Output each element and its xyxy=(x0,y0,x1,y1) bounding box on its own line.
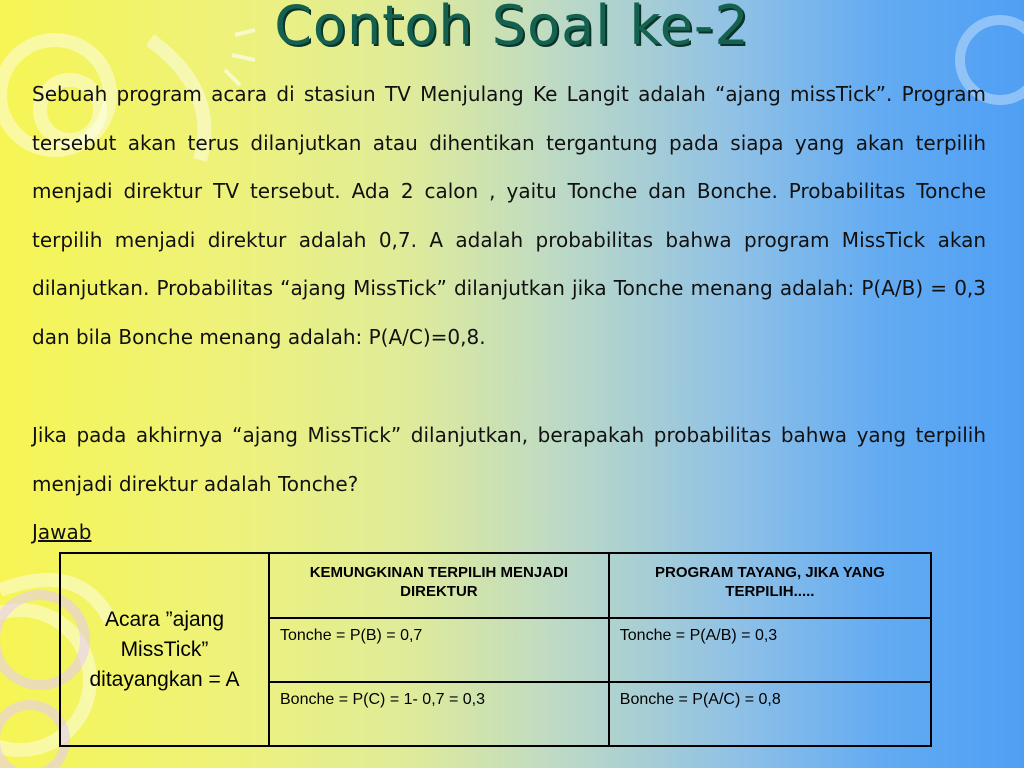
column-header-program: PROGRAM TAYANG, JIKA YANG TERPILIH..... xyxy=(609,553,931,618)
table-header-row xyxy=(60,553,931,618)
table-row-header: Acara ”ajang MissTick” ditayangkan = A xyxy=(60,553,269,746)
column-header-director: KEMUNGKINAN TERPILIH MENJADI DIREKTUR xyxy=(269,553,609,618)
table-cell-tonche-program: Tonche = P(A/B) = 0,3 xyxy=(609,618,931,682)
question-paragraph: Jika pada akhirnya “ajang MissTick” dilanjutkan, berapakah probabilitas bahwa yang terpilih menjadi direktur adalah Tonche? xyxy=(32,423,986,496)
table-cell-bonche-director: Bonche = P(C) = 1- 0,7 = 0,3 xyxy=(269,682,609,746)
table-cell-tonche-director: Tonche = P(B) = 0,7 xyxy=(269,618,609,682)
probability-table xyxy=(59,552,932,747)
problem-paragraph: Sebuah program acara di stasiun TV Menjulang Ke Langit adalah “ajang missTick”. Program tersebut akan terus dilanjutkan atau dihentikan tergantung pada siapa yang akan terpilih menjadi direktur TV tersebut. Ada 2 calon , yaitu Tonche dan Bonche. Probabilitas Tonche terpilih menjadi direktur adalah 0,7. A adalah probabilitas bahwa program MissTick akan dilanjutkan. Probabilitas “ajang MissTick” dilanjutkan jika Tonche menang adalah: P(A/B) = 0,3 dan bila Bonche menang adalah: P(A/C)=0,8. xyxy=(32,82,986,349)
slide-title: Contoh Soal ke-2 xyxy=(274,0,750,57)
table-cell-bonche-program: Bonche = P(A/C) = 0,8 xyxy=(609,682,931,746)
answer-label: Jawab xyxy=(32,520,92,544)
